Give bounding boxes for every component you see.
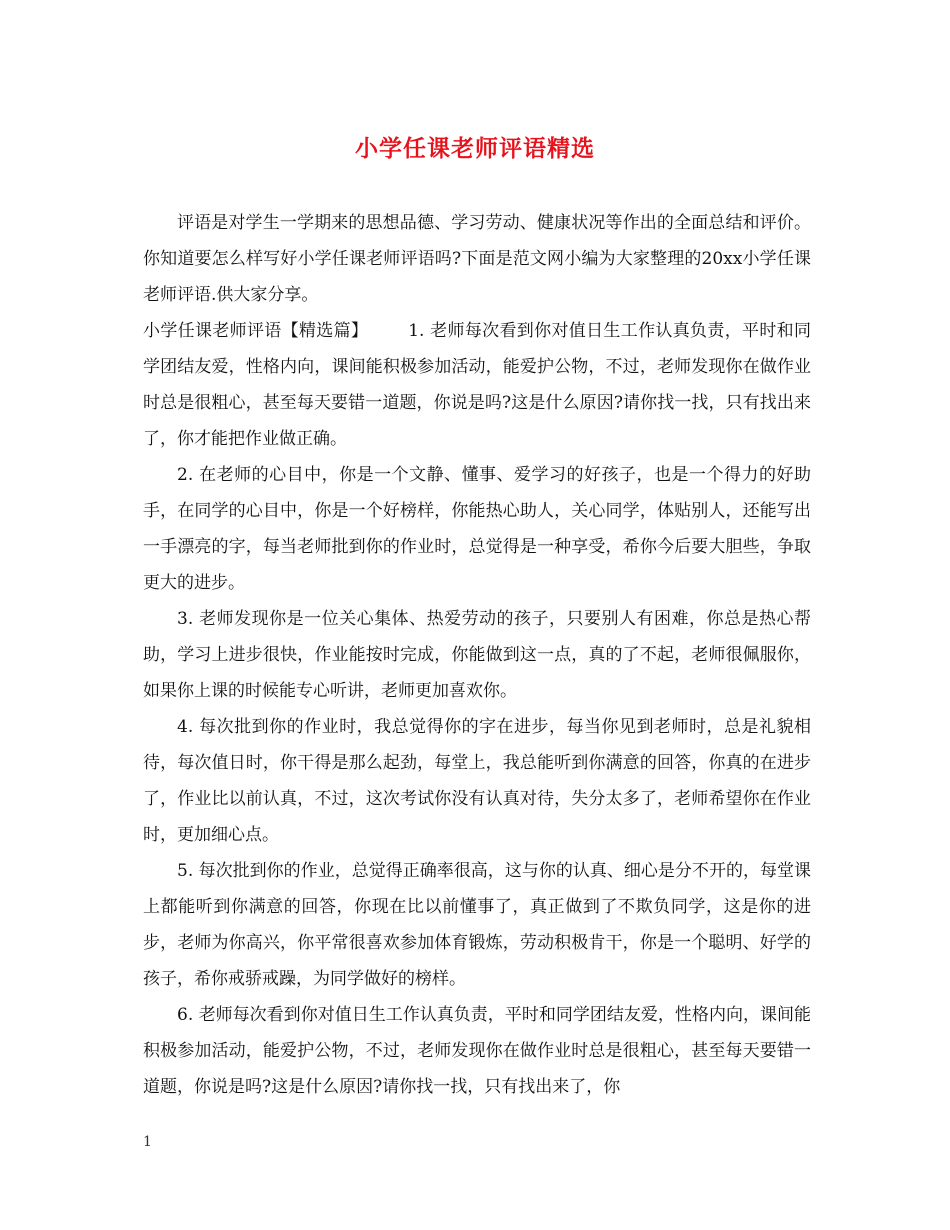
section-paragraph — [143, 313, 811, 457]
comment-item-5: 5. 每次批到你的作业，总觉得正确率很高，这与你的认真、细心是分不开的，每堂课上都能听到你满意的回答，你现在比以前懂事了，真正做到了不欺负同学，这是你的进步，老师为你高兴，你平常很喜欢参加体育锻炼，劳动积极肯干，你是一个聪明、好学的孩子，希你戒骄戒躁，为同学做好的榜样。 — [143, 861, 811, 989]
comment-item-3: 3. 老师发现你是一位关心集体、热爱劳动的孩子，只要别人有困难，你总是热心帮助，学习上进步很快，作业能按时完成，你能做到这一点，真的了不起，老师很佩服你，如果你上课的时候能专心听讲，老师更加喜欢你。 — [143, 609, 811, 701]
document-body — [143, 205, 811, 1105]
comment-item-6: 6. 老师每次看到你对值日生工作认真负责，平时和同学团结友爱，性格内向，课间能积极参加活动，能爱护公物，不过，老师发现你在做作业时总是很粗心，甚至每天要错一道题，你说是吗?这是什么原因?请你找一找，只有找出来了，你 — [143, 1005, 811, 1097]
section-heading: 小学任课老师评语【精选篇】 — [143, 321, 369, 341]
intro-paragraph: 评语是对学生一学期来的思想品德、学习劳动、健康状况等作出的全面总结和评价。你知道要怎么样写好小学任课老师评语吗?下面是范文网小编为大家整理的20xx小学任课老师评语.供大家分享。 — [143, 213, 811, 305]
comment-item-2: 2. 在老师的心目中，你是一个文静、懂事、爱学习的好孩子，也是一个得力的好助手，在同学的心目中，你是一个好榜样，你能热心助人，关心同学，体贴别人，还能写出一手漂亮的字，每当老师批到你的作业时，总觉得是一种享受，希你今后要大胆些，争取更大的进步。 — [143, 465, 811, 593]
document-title: 小学任课老师评语精选 — [355, 135, 595, 162]
page-number: 1 — [143, 1134, 152, 1150]
comment-item-4: 4. 每次批到你的作业时，我总觉得你的字在进步，每当你见到老师时，总是礼貌相待，每次值日时，你干得是那么起劲，每堂上，我总能听到你满意的回答，你真的在进步了，作业比以前认真，不过，这次考试你没有认真对待，失分太多了，老师希望你在作业时，更加细心点。 — [143, 717, 811, 845]
comment-item-1: 1. 老师每次看到你对值日生工作认真负责，平时和同学团结友爱，性格内向，课间能积极参加活动，能爱护公物，不过，老师发现你在做作业时总是很粗心，甚至每天要错一道题，你说是吗?这是什么原因?请你找一找，只有找出来了，你才能把作业做正确。 — [143, 321, 812, 449]
